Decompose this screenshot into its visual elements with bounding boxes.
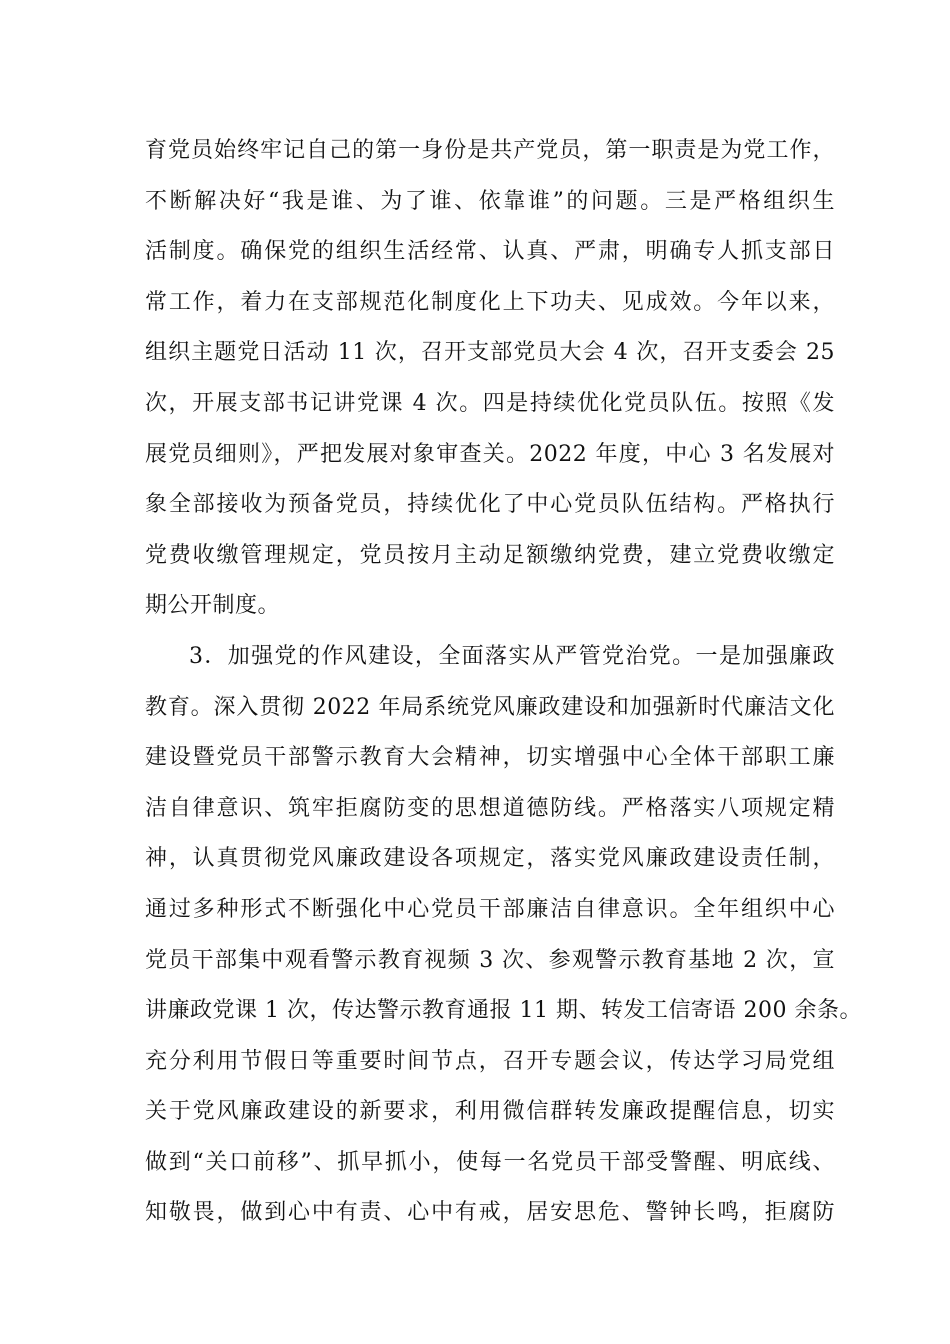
text-line: 洁自律意识、筑牢拒腐防变的思想道德防线。严格落实八项规定精 <box>145 795 835 821</box>
text-line: 育党员始终牢记自己的第一身份是共产党员，第一职责是为党工作， <box>145 138 835 163</box>
section-heading-line: 3．加强党的作风建设，全面落实从严管党治党。一是加强廉政 <box>189 643 835 669</box>
text-line: 讲廉政党课 1 次，传达警示教育通报 11 期、转发工信寄语 200 余条。 <box>145 998 862 1024</box>
text-line: 常工作，着力在支部规范化制度化上下功夫、见成效。今年以来， <box>145 289 835 315</box>
text-line: 象全部接收为预备党员，持续优化了中心党员队伍结构。严格执行 <box>145 492 835 518</box>
text-line: 党员干部集中观看警示教育视频 3 次、参观警示教育基地 2 次，宣 <box>145 947 835 973</box>
text-line: 教育。深入贯彻 2022 年局系统党风廉政建设和加强新时代廉洁文化 <box>145 694 835 720</box>
text-line: 建设暨党员干部警示教育大会精神，切实增强中心全体干部职工廉 <box>145 745 835 771</box>
text-line: 展党员细则》，严把发展对象审查关。2022 年度，中心 3 名发展对 <box>145 441 835 467</box>
text-line: 充分利用节假日等重要时间节点，召开专题会议，传达学习局党组 <box>145 1048 835 1074</box>
text-line: 期公开制度。 <box>145 593 281 619</box>
text-line: 不断解决好“我是谁、为了谁、依靠谁”的问题。三是严格组织生 <box>145 188 835 214</box>
text-line: 活制度。确保党的组织生活经常、认真、严肃，明确专人抓支部日 <box>145 239 835 265</box>
text-line: 组织主题党日活动 11 次，召开支部党员大会 4 次，召开支委会 25 <box>145 340 835 366</box>
text-line: 党费收缴管理规定，党员按月主动足额缴纳党费，建立党费收缴定 <box>145 542 835 568</box>
text-line: 神，认真贯彻党风廉政建设各项规定，落实党风廉政建设责任制， <box>145 846 835 872</box>
text-line: 次，开展支部书记讲党课 4 次。四是持续优化党员队伍。按照《发 <box>145 390 835 416</box>
text-line: 关于党风廉政建设的新要求，利用微信群转发廉政提醒信息，切实 <box>145 1099 835 1125</box>
body-text <box>145 126 862 1239</box>
text-line: 通过多种形式不断强化中心党员干部廉洁自律意识。全年组织中心 <box>145 896 835 922</box>
text-line: 做到“关口前移”、抓早抓小，使每一名党员干部受警醒、明底线、 <box>145 1149 835 1175</box>
text-line: 知敬畏，做到心中有责、心中有戒，居安思危、警钟长鸣，拒腐防 <box>145 1200 835 1226</box>
